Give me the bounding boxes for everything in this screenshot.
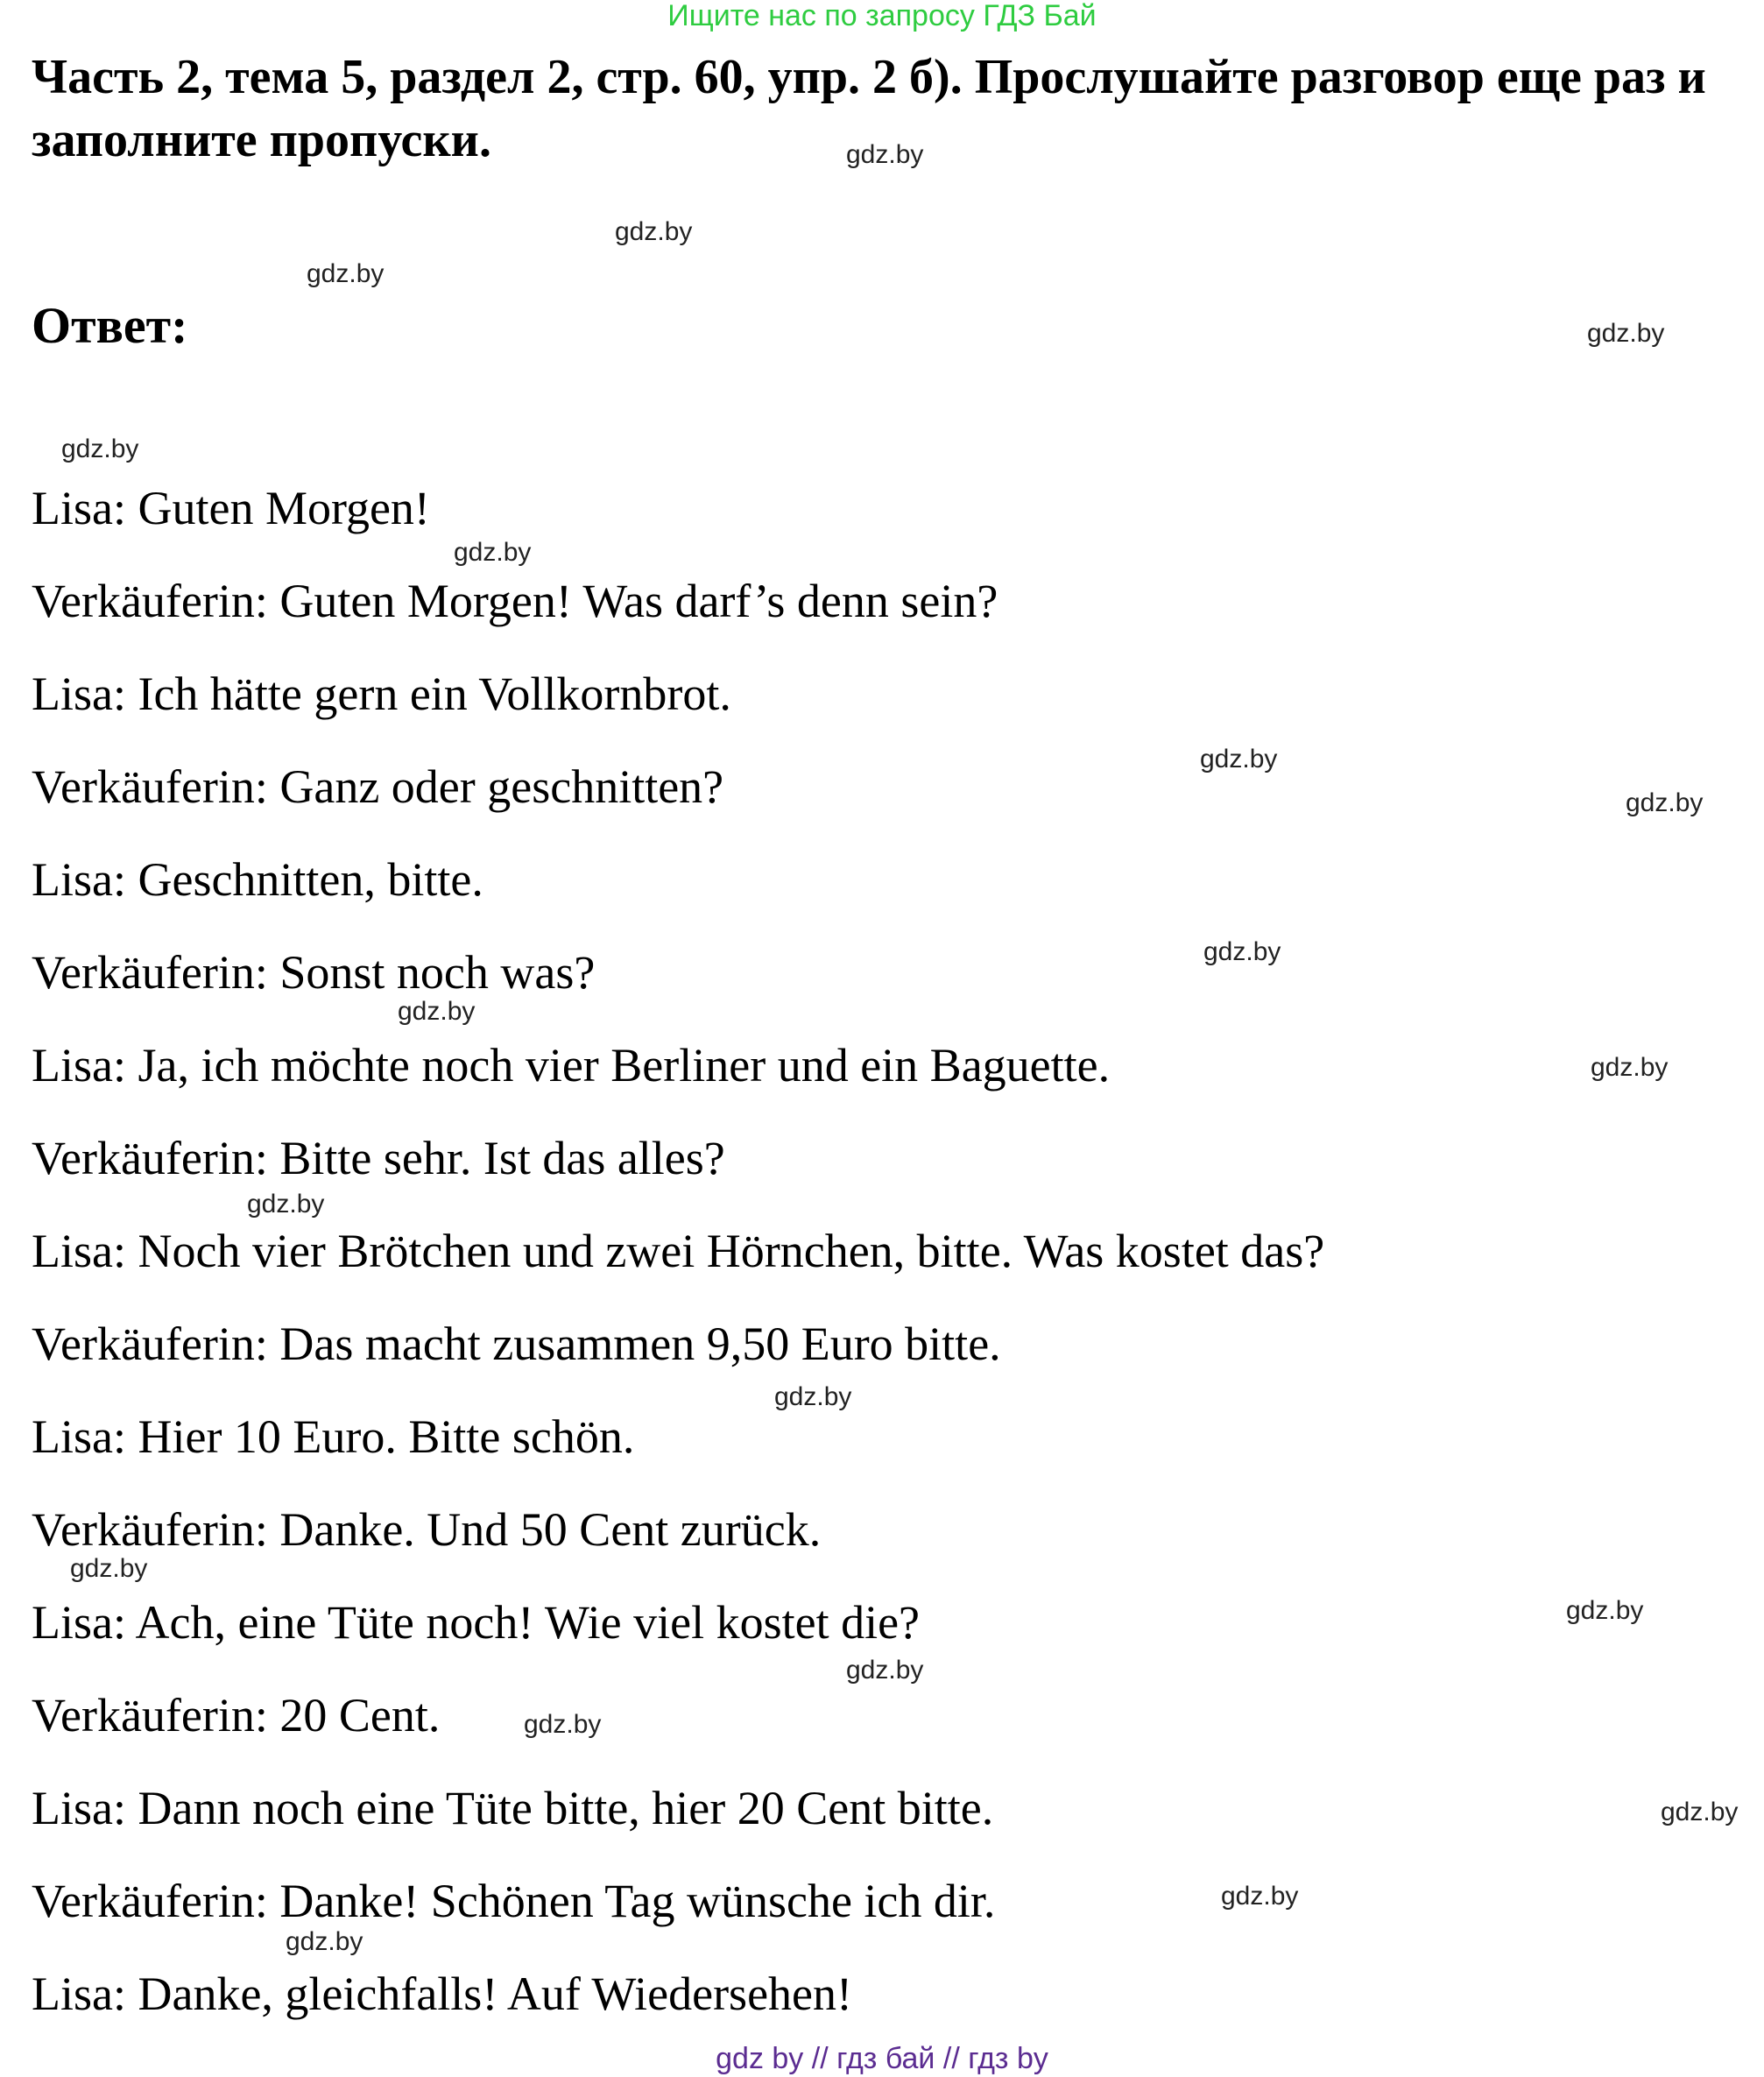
watermark: gdz.by	[61, 434, 139, 463]
footer-links[interactable]: gdz by // гдз бай // гдз by	[716, 2042, 1048, 2075]
dialogue-line: Lisa: Geschnitten, bitte.	[32, 853, 483, 906]
watermark: gdz.by	[1626, 788, 1704, 817]
watermark: gdz.by	[1661, 1798, 1739, 1826]
watermark: gdz.by	[615, 217, 693, 246]
dialogue-line: Lisa: Ach, eine Tüte noch! Wie viel kostet die?	[32, 1596, 921, 1649]
dialogue-line: Lisa: Ja, ich möchte noch vier Berliner und ein Baguette.	[32, 1039, 1111, 1091]
dialogue-line: Lisa: Noch vier Brötchen und zwei Hörnchen, bitte. Was kostet das?	[32, 1225, 1325, 1277]
dialogue-line: Verkäuferin: 20 Cent.	[32, 1689, 441, 1741]
watermark: gdz.by	[524, 1710, 602, 1739]
watermark: gdz.by	[1200, 745, 1278, 774]
dialogue-line: Lisa: Danke, gleichfalls! Auf Wiedersehen!	[32, 1967, 852, 2020]
watermark: gdz.by	[1566, 1596, 1644, 1625]
dialogue-line: Verkäuferin: Bitte sehr. Ist das alles?	[32, 1132, 725, 1184]
watermark: gdz.by	[774, 1382, 852, 1411]
dialogue-line: Lisa: Guten Morgen!	[32, 482, 430, 534]
top-banner[interactable]: Ищите нас по запросу ГДЗ Бай	[667, 0, 1097, 32]
watermark: gdz.by	[1591, 1053, 1669, 1082]
dialogue-line: Lisa: Dann noch eine Tüte bitte, hier 20 Cent bitte.	[32, 1782, 994, 1834]
watermark: gdz.by	[398, 997, 476, 1026]
watermark: gdz.by	[70, 1554, 148, 1583]
watermark: gdz.by	[846, 140, 924, 169]
dialogue-line: Verkäuferin: Danke. Und 50 Cent zurück.	[32, 1503, 822, 1556]
watermark: gdz.by	[1221, 1882, 1299, 1911]
dialogue-line: Lisa: Ich hätte gern ein Vollkornbrot.	[32, 668, 731, 720]
dialogue-line: Verkäuferin: Guten Morgen! Was darf’s denn sein?	[32, 575, 998, 627]
watermark: gdz.by	[307, 259, 385, 288]
dialogue-line: Verkäuferin: Ganz oder geschnitten?	[32, 760, 724, 813]
watermark: gdz.by	[286, 1927, 363, 1956]
dialogue-line: Verkäuferin: Das macht zusammen 9,50 Euro bitte.	[32, 1318, 1001, 1370]
task-heading: Часть 2, тема 5, раздел 2, стр. 60, упр. 2 б). Прослушайте разговор еще раз и заполните пропуски.	[32, 50, 1706, 167]
watermark: gdz.by	[247, 1190, 325, 1219]
watermark: gdz.by	[846, 1656, 924, 1685]
dialogue-line: Verkäuferin: Danke! Schönen Tag wünsche ich dir.	[32, 1875, 996, 1927]
answer-label: Ответ:	[32, 297, 188, 354]
watermark: gdz.by	[1587, 319, 1665, 348]
dialogue-line: Verkäuferin: Sonst noch was?	[32, 946, 596, 999]
watermark: gdz.by	[454, 538, 532, 567]
watermark: gdz.by	[1203, 937, 1281, 966]
dialogue-line: Lisa: Hier 10 Euro. Bitte schön.	[32, 1410, 635, 1463]
